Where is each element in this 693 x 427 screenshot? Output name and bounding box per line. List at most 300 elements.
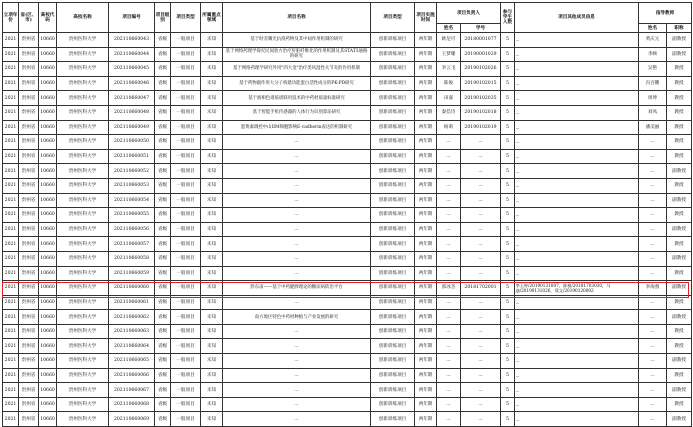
cell-participants: 5 [501,178,515,193]
cell-field: 未知 [201,412,223,427]
cell-duration: 两年期 [415,310,437,325]
table-row [3,178,692,193]
cell-code: 10660 [39,135,57,150]
cell-field: 未知 [201,397,223,412]
cell-school: 贵州医科大学 [57,164,109,179]
cell-leader: 陈俊 [437,76,461,91]
cell-duration: 两年期 [415,354,437,369]
cell-title: 副教授 [667,47,692,62]
cell-category: 创新训练项目 [371,281,415,296]
header-duration: 项目实施时间 [415,3,437,33]
cell-school: 贵州医科大学 [57,149,109,164]
cell-number: 202110660046 [109,76,155,91]
cell-province: 贵州省 [19,310,39,325]
cell-title: 教授 [667,62,692,77]
cell-name: ... [223,149,371,164]
cell-teacher: 刘凤 [639,105,667,120]
cell-leader-id: ... [461,310,501,325]
cell-title: 教授 [667,76,692,91]
cell-teacher: ... [639,339,667,354]
header-members: 项目其他成员信息 [515,3,639,33]
cell-type: 一般项目 [171,76,201,91]
cell-field: 未知 [201,193,223,208]
cell-number: 202110660059 [109,266,155,281]
cell-title: 教授 [667,295,692,310]
cell-year: 2021 [3,237,19,252]
cell-school: 贵州医科大学 [57,178,109,193]
cell-leader-id: ... [461,368,501,383]
cell-leader: 王梦珊 [437,47,461,62]
cell-level: 省级 [155,310,171,325]
cell-number: 202110660063 [109,324,155,339]
cell-leader: ... [437,135,461,150]
cell-category: 创新训练项目 [371,339,415,354]
cell-members: ... [515,91,639,106]
cell-duration: 两年期 [415,120,437,135]
cell-number: 202110660069 [109,412,155,427]
cell-year: 2021 [3,164,19,179]
cell-year: 2021 [3,251,19,266]
cell-leader: ... [437,164,461,179]
cell-year: 2021 [3,135,19,150]
cell-duration: 两年期 [415,237,437,252]
cell-leader-id: ... [461,135,501,150]
cell-field: 未知 [201,251,223,266]
cell-code: 10660 [39,354,57,369]
cell-leader-id: 20190102035 [461,91,501,106]
cell-title: 副教授 [667,383,692,398]
cell-teacher: ... [639,383,667,398]
cell-name: ... [223,251,371,266]
cell-province: 贵州省 [19,33,39,48]
cell-year: 2021 [3,339,19,354]
cell-level: 省级 [155,222,171,237]
cell-leader: ... [437,383,461,398]
cell-field: 未知 [201,120,223,135]
cell-members: ... [515,33,639,48]
cell-number: 202110660058 [109,251,155,266]
cell-title: 教授 [667,91,692,106]
cell-teacher: ... [639,193,667,208]
cell-province: 贵州省 [19,383,39,398]
table-row [3,324,692,339]
cell-field: 未知 [201,178,223,193]
cell-title: 教授 [667,339,692,354]
cell-duration: 两年期 [415,149,437,164]
cell-year: 2021 [3,47,19,62]
cell-leader: 李云飞 [437,62,461,77]
cell-field: 未知 [201,368,223,383]
cell-province: 贵州省 [19,339,39,354]
header-row [3,3,692,24]
cell-level: 省级 [155,105,171,120]
cell-province: 贵州省 [19,324,39,339]
cell-field: 未知 [201,164,223,179]
cell-year: 2021 [3,62,19,77]
cell-year: 2021 [3,193,19,208]
cell-title: 副教授 [667,193,692,208]
table-row [3,237,692,252]
cell-province: 贵州省 [19,251,39,266]
cell-leader-id: ... [461,149,501,164]
cell-participants: 5 [501,76,515,91]
cell-members: ... [515,295,639,310]
cell-participants: 5 [501,383,515,398]
cell-title: 副教授 [667,33,692,48]
cell-type: 一般项目 [171,33,201,48]
table-row [3,339,692,354]
cell-school: 贵州医科大学 [57,222,109,237]
cell-year: 2021 [3,149,19,164]
cell-province: 贵州省 [19,47,39,62]
cell-title: 副教授 [667,310,692,325]
cell-type: 一般项目 [171,310,201,325]
cell-code: 10660 [39,237,57,252]
cell-field: 未知 [201,149,223,164]
cell-province: 贵州省 [19,91,39,106]
cell-code: 10660 [39,295,57,310]
cell-number: 202110660047 [109,91,155,106]
cell-leader: ... [437,208,461,223]
cell-duration: 两年期 [415,193,437,208]
cell-participants: 5 [501,368,515,383]
cell-title: 教授 [667,266,692,281]
cell-leader: 田嘉 [437,91,461,106]
header-type: 项目类型 [171,3,201,33]
cell-category: 创新训练项目 [371,47,415,62]
cell-category: 创新训练项目 [371,368,415,383]
cell-leader-id: ... [461,295,501,310]
cell-level: 省级 [155,47,171,62]
cell-teacher: 周坤 [639,91,667,106]
cell-duration: 两年期 [415,105,437,120]
cell-number: 202110660067 [109,383,155,398]
cell-members: ... [515,120,639,135]
cell-school: 贵州医科大学 [57,397,109,412]
cell-code: 10660 [39,91,57,106]
cell-category: 创新训练项目 [371,135,415,150]
cell-field: 未知 [201,310,223,325]
cell-teacher: 冯百鹏 [639,76,667,91]
table-row [3,412,692,427]
cell-title: 副教授 [667,281,692,296]
cell-leader-id: ... [461,412,501,427]
cell-type: 一般项目 [171,266,201,281]
cell-title: 教授 [667,237,692,252]
cell-participants: 5 [501,412,515,427]
cell-duration: 两年期 [415,295,437,310]
cell-year: 2021 [3,383,19,398]
cell-category: 创新训练项目 [371,193,415,208]
cell-name: 基于网络药理学探究民间验方治疗肝脏纤维化的作用机制及其STAT3通路的研究 [223,47,371,62]
cell-school: 贵州医科大学 [57,354,109,369]
cell-field: 未知 [201,324,223,339]
cell-level: 省级 [155,383,171,398]
cell-field: 未知 [201,222,223,237]
cell-name: ... [223,178,371,193]
cell-year: 2021 [3,397,19,412]
cell-province: 贵州省 [19,135,39,150]
cell-duration: 两年期 [415,397,437,412]
cell-leader-id: 20190102015 [461,76,501,91]
cell-code: 10660 [39,324,57,339]
cell-name: ... [223,237,371,252]
cell-level: 省级 [155,164,171,179]
cell-category: 创新训练项目 [371,295,415,310]
cell-type: 一般项目 [171,62,201,77]
cell-year: 2021 [3,368,19,383]
cell-leader-id: ... [461,397,501,412]
cell-name: ... [223,222,371,237]
cell-code: 10660 [39,33,57,48]
cell-participants: 5 [501,47,515,62]
cell-leader-id: ... [461,193,501,208]
cell-number: 202110660062 [109,310,155,325]
cell-number: 202110660060 [109,281,155,296]
cell-type: 一般项目 [171,412,201,427]
cell-duration: 两年期 [415,33,437,48]
cell-leader-id: ... [461,237,501,252]
cell-level: 省级 [155,33,171,48]
cell-title: 教授 [667,208,692,223]
cell-category: 创新训练项目 [371,149,415,164]
cell-leader: ... [437,339,461,354]
cell-province: 贵州省 [19,208,39,223]
cell-name: ... [223,266,371,281]
cell-title: 副教授 [667,164,692,179]
cell-name: 基于网络药理学研究外用"四大金"治疗类风湿性关节炎的作用机制 [223,62,371,77]
table-row [3,383,692,398]
cell-name: 南方地区特色中药材种植与产业发展的研究 [223,310,371,325]
cell-duration: 两年期 [415,62,437,77]
cell-leader-id: ... [461,324,501,339]
cell-title: 教授 [667,397,692,412]
cell-leader: ... [437,237,461,252]
cell-leader: ... [437,266,461,281]
table-row [3,251,692,266]
cell-title: 教授 [667,149,692,164]
cell-members: ... [515,339,639,354]
cell-code: 10660 [39,105,57,120]
cell-participants: 5 [501,222,515,237]
cell-field: 未知 [201,339,223,354]
cell-code: 10660 [39,310,57,325]
cell-school: 贵州医科大学 [57,324,109,339]
cell-participants: 5 [501,266,515,281]
cell-leader-id: 20180001077 [461,33,501,48]
cell-duration: 两年期 [415,47,437,62]
table-row [3,266,692,281]
cell-type: 一般项目 [171,193,201,208]
cell-participants: 5 [501,91,515,106]
cell-number: 202110660056 [109,222,155,237]
cell-leader-id: 20190102018 [461,105,501,120]
cell-duration: 两年期 [415,266,437,281]
cell-category: 创新训练项目 [371,120,415,135]
cell-level: 省级 [155,397,171,412]
cell-title: 教授 [667,105,692,120]
cell-name: ... [223,324,371,339]
cell-members: ... [515,149,639,164]
table-row [3,295,692,310]
cell-duration: 两年期 [415,135,437,150]
cell-duration: 两年期 [415,76,437,91]
cell-type: 一般项目 [171,149,201,164]
cell-level: 省级 [155,266,171,281]
cell-leader: 欧尼可 [437,33,461,48]
cell-year: 2021 [3,120,19,135]
cell-province: 贵州省 [19,105,39,120]
cell-type: 一般项目 [171,47,201,62]
table-row [3,120,692,135]
cell-members: ... [515,266,639,281]
cell-field: 未知 [201,281,223,296]
cell-type: 一般项目 [171,354,201,369]
cell-participants: 5 [501,149,515,164]
cell-title: 教授 [667,324,692,339]
cell-type: 一般项目 [171,281,201,296]
cell-participants: 5 [501,251,515,266]
cell-type: 一般项目 [171,178,201,193]
cell-name: ... [223,208,371,223]
cell-number: 202110660055 [109,208,155,223]
cell-number: 202110660045 [109,62,155,77]
cell-code: 10660 [39,208,57,223]
cell-leader: 杨萌 [437,120,461,135]
cell-number: 202110660052 [109,164,155,179]
cell-category: 创新训练项目 [371,383,415,398]
table-row [3,281,692,296]
cell-teacher: ... [639,222,667,237]
cell-leader-id: 20190001029 [461,47,501,62]
cell-teacher: 李顾 [639,47,667,62]
table-row [3,164,692,179]
cell-code: 10660 [39,383,57,398]
cell-category: 创新训练项目 [371,62,415,77]
header-teacher-title: 职称 [667,24,692,33]
cell-teacher: 潘美丽 [639,120,667,135]
cell-province: 贵州省 [19,62,39,77]
cell-level: 省级 [155,251,171,266]
cell-year: 2021 [3,208,19,223]
table-row [3,310,692,325]
cell-year: 2021 [3,178,19,193]
cell-duration: 两年期 [415,281,437,296]
cell-teacher: ... [639,310,667,325]
cell-members: ... [515,62,639,77]
cell-leader: ... [437,193,461,208]
table-row [3,47,692,62]
cell-school: 贵州医科大学 [57,91,109,106]
cell-level: 省级 [155,339,171,354]
cell-category: 创新训练项目 [371,178,415,193]
cell-participants: 5 [501,324,515,339]
cell-type: 一般项目 [171,251,201,266]
cell-members: ... [515,383,639,398]
cell-participants: 5 [501,135,515,150]
cell-level: 省级 [155,354,171,369]
cell-number: 202110660065 [109,354,155,369]
cell-leader-id: 20190102026 [461,62,501,77]
cell-number: 202110660066 [109,368,155,383]
cell-code: 10660 [39,178,57,193]
cell-school: 贵州医科大学 [57,120,109,135]
cell-leader: ... [437,222,461,237]
cell-teacher: ... [639,135,667,150]
header-leader-group: 项目负责人 [437,3,501,24]
table-row [3,135,692,150]
cell-year: 2021 [3,281,19,296]
cell-name: 蛋黄素调控中山IIM细胞影响E-cadherin表达的机制研究 [223,120,371,135]
cell-title: 教授 [667,178,692,193]
cell-type: 一般项目 [171,237,201,252]
cell-category: 创新训练项目 [371,76,415,91]
cell-members: ... [515,193,639,208]
cell-type: 一般项目 [171,208,201,223]
cell-field: 未知 [201,295,223,310]
cell-province: 贵州省 [19,164,39,179]
cell-teacher: ... [639,178,667,193]
cell-teacher: ... [639,324,667,339]
cell-teacher: ... [639,237,667,252]
cell-field: 未知 [201,91,223,106]
cell-duration: 两年期 [415,178,437,193]
cell-number: 202110660054 [109,193,155,208]
cell-leader-id: ... [461,354,501,369]
cell-field: 未知 [201,208,223,223]
cell-name: ... [223,368,371,383]
cell-code: 10660 [39,193,57,208]
header-leader-name: 姓名 [437,24,461,33]
cell-school: 贵州医科大学 [57,62,109,77]
cell-field: 未知 [201,237,223,252]
cell-participants: 5 [501,237,515,252]
cell-leader: ... [437,412,461,427]
cell-level: 省级 [155,91,171,106]
cell-leader: ... [437,354,461,369]
cell-teacher: ... [639,368,667,383]
cell-teacher: 李海燕 [639,281,667,296]
cell-field: 未知 [201,62,223,77]
cell-field: 未知 [201,383,223,398]
cell-category: 创新训练项目 [371,251,415,266]
cell-name: 基于智能手机传感器的人体行为识别算法研究 [223,105,371,120]
cell-level: 省级 [155,193,171,208]
cell-participants: 5 [501,354,515,369]
cell-name: ... [223,354,371,369]
cell-year: 2021 [3,266,19,281]
cell-duration: 两年期 [415,383,437,398]
table-row [3,76,692,91]
cell-name: ... [223,164,371,179]
cell-members: ... [515,105,639,120]
cell-members: ... [515,237,639,252]
cell-province: 贵州省 [19,237,39,252]
cell-category: 创新训练项目 [371,310,415,325]
table-row [3,354,692,369]
cell-field: 未知 [201,135,223,150]
cell-duration: 两年期 [415,339,437,354]
cell-name: ... [223,383,371,398]
cell-number: 202110660061 [109,295,155,310]
cell-name: 基于液相色谱质谱联用技术的中药材质量标准研究 [223,91,371,106]
cell-category: 创新训练项目 [371,324,415,339]
table-row [3,193,692,208]
cell-code: 10660 [39,164,57,179]
cell-number: 202110660049 [109,120,155,135]
cell-number: 202110660044 [109,47,155,62]
cell-leader: 秦佳诗 [437,105,461,120]
